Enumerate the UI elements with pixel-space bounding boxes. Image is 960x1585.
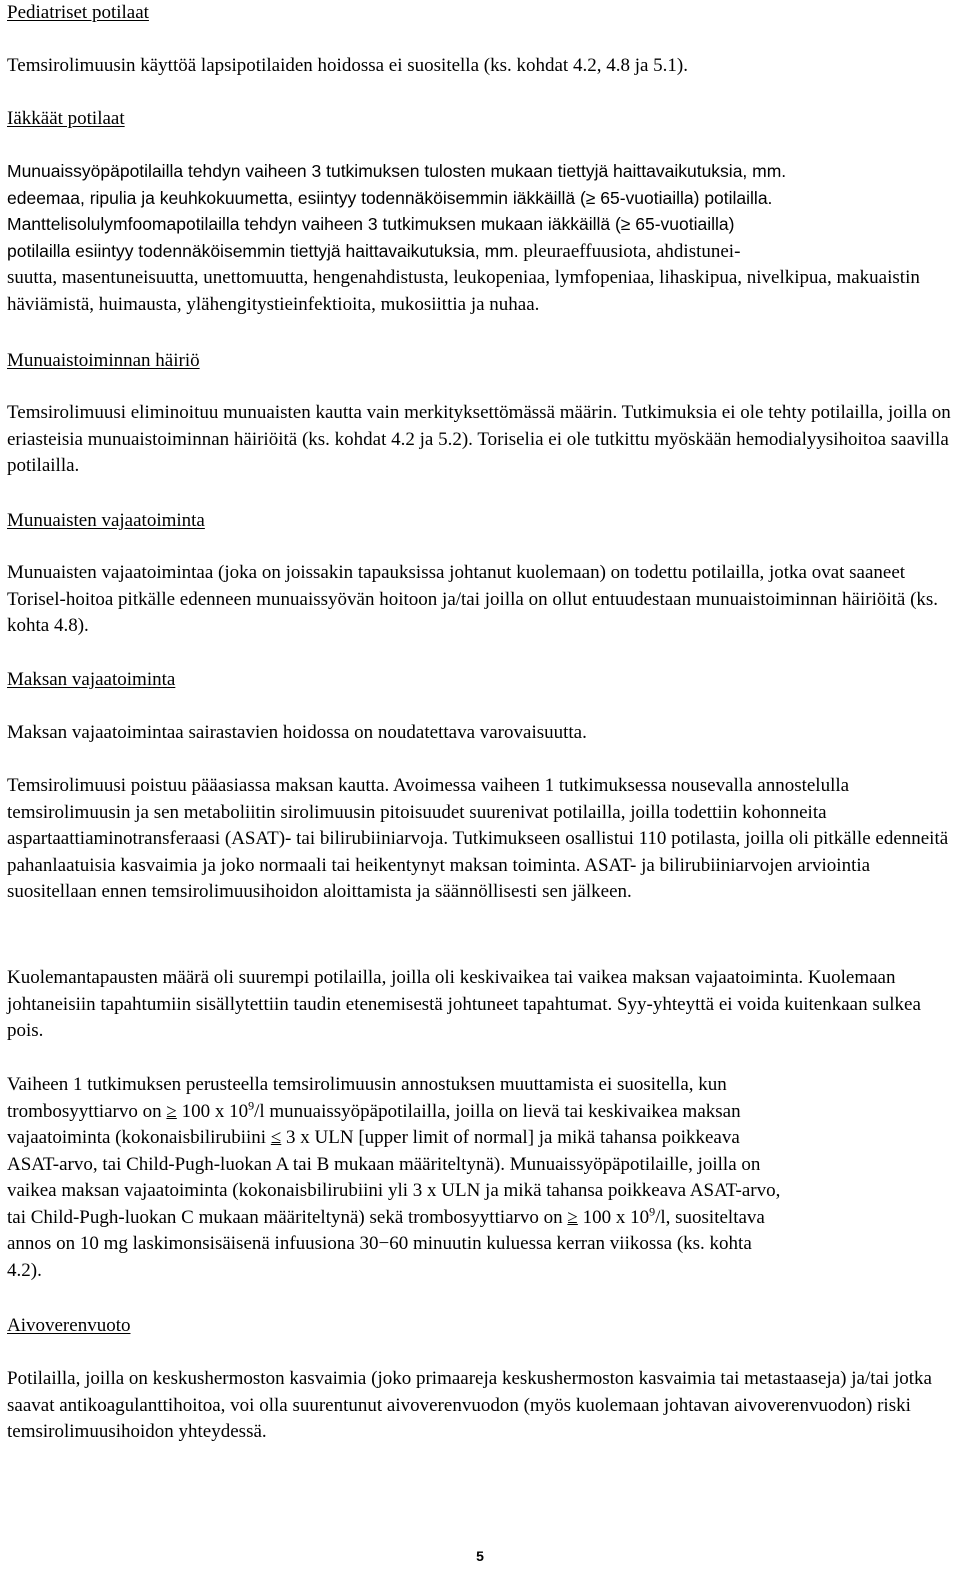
- elderly-rest: suutta, masentuneisuutta, unettomuutta, hengenahdistusta, leukopeniaa, lymfopeniaa, lihaskipua, nivelkipua, makuaistin häviämistä, huimausta, ylähengitystieinfektioita, mukosiittia ja nuhaa.: [7, 267, 920, 315]
- hepatic-p4-line-6b: 100 x 10: [577, 1206, 650, 1228]
- hepatic-p4-line-1: Vaiheen 1 tutkimuksen perusteella temsirolimuusin annostuksen muuttamista ei suositella, kun: [7, 1074, 727, 1095]
- exponent: 9: [649, 1204, 656, 1219]
- greater-equal-symbol: ≥: [166, 1100, 177, 1122]
- elderly-line-3: Manttelisolulymfoomapotilailla tehdyn vaiheen 3 tutkimuksen mukaan iäkkäillä (≥ 65-vuotiailla): [7, 214, 735, 234]
- less-equal-symbol: ≤: [270, 1127, 282, 1148]
- exponent: 9: [248, 1098, 255, 1113]
- renal-impairment-text: Temsirolimuusi eliminoituu munuaisten kautta vain merkityksettömässä määrin. Tutkimuksia ei ole tehty potilailla, joilla on eriasteisia munuaistoiminnan häiriöitä (ks. kohdat 4.2 ja 5.2). Toriselia ei ole tutkittu myöskään hemodialyysihoitoa saavilla potilailla.: [7, 402, 951, 476]
- elderly-line-4b: pleuraeffuusiota, ahdistunei-: [518, 240, 741, 262]
- hepatic-p4-line-2: [7, 1099, 957, 1126]
- hepatic-p2: Temsirolimuusi poistuu pääasiassa maksan kautta. Avoimessa vaiheen 1 tutkimuksessa nousevalla annostelulla temsirolimuusin ja sen metaboliitin sirolimuusin pitoisuudet suurenivat potilailla, joilla todettiin kohonneita aspartaattiaminotransferaasi (ASAT)- tai bilirubiiniarvoja. Tutkimukseen osallistui 110 potilasta, joilla oli pitkälle edenneitä pahanlaatuisia kasvaimia ja joko normaali tai heikentynyt maksan toiminta. ASAT- ja bilirubiiniarvojen arviointia suositellaan ennen temsirolimuusihoidon aloittamista ja säännöllisesti sen jälkeen.: [7, 775, 949, 902]
- hepatic-p4-line-2a: trombosyyttiarvo on: [7, 1100, 167, 1122]
- hepatic-p4-line-6c: /l, suositeltava: [655, 1206, 765, 1228]
- hepatic-p4-line-2b: 100 x 10: [176, 1100, 249, 1122]
- hepatic-p4-line-4: ASAT-arvo, tai Child-Pugh-luokan A tai B mukaan määriteltynä). Munuaissyöpäpotilaille, joilla on: [7, 1153, 761, 1175]
- hepatic-p4-line-2c: /l munuaissyöpäpotilailla, joilla on lievä tai keskivaikea maksan: [254, 1100, 741, 1122]
- cerebral-text: Potilailla, joilla on keskushermoston kasvaimia (joko primaareja keskushermoston kasvaimia tai metastaaseja) ja/tai jotka saavat antikoagulanttihoitoa, voi olla suurentunut aivoverenvuodon (myös kuolemaan johtavan aivoverenvuodon) riski temsirolimuusihoidon yhteydessä.: [7, 1368, 932, 1442]
- elderly-text: [7, 158, 957, 318]
- elderly-line-1: Munuaissyöpäpotilailla tehdyn vaiheen 3 tutkimuksen tulosten mukaan tiettyjä haittavaikutuksia, mm.: [7, 161, 787, 181]
- hepatic-p4-line-5: vaikea maksan vajaatoiminta (kokonaisbilirubiini yli 3 x ULN ja mikä tahansa poikkeava ASAT-arvo,: [7, 1180, 781, 1201]
- hepatic-p4-line-3a: vajaatoiminta (kokonaisbilirubiini: [7, 1127, 271, 1148]
- page-number: 5: [476, 1548, 484, 1564]
- heading-cerebral: Aivoverenvuoto: [7, 1315, 131, 1336]
- elderly-line-4a: potilailla esiintyy todennäköisemmin tiettyjä haittavaikutuksia, mm.: [7, 240, 519, 261]
- hepatic-p4-line-6a: tai Child-Pugh-luokan C mukaan määriteltynä) sekä trombosyyttiarvo on: [7, 1206, 568, 1228]
- greater-equal-symbol: ≥: [567, 1206, 578, 1228]
- hepatic-p1: Maksan vajaatoimintaa sairastavien hoidossa on noudatettava varovaisuutta.: [7, 722, 587, 743]
- renal-failure-text: Munuaisten vajaatoimintaa (joka on joissakin tapauksissa johtanut kuolemaan) on todettu potilailla, jotka ovat saaneet Torisel-hoitoa pitkälle edenneen munuaissyövän hoitoon ja/tai joilla on ollut entuudestaan munuaistoiminnan häiriöitä (ks. kohta 4.8).: [7, 562, 939, 636]
- heading-elderly: Iäkkäät potilaat: [7, 108, 125, 129]
- hepatic-p4: [7, 1072, 957, 1284]
- hepatic-p4-line-3: [7, 1125, 957, 1152]
- heading-hepatic: Maksan vajaatoiminta: [7, 669, 176, 690]
- elderly-line-2: edeemaa, ripulia ja keuhkokuumetta, esiintyy todennäköisemmin iäkkäillä (≥ 65-vuotiailla) potilailla.: [7, 187, 773, 208]
- hepatic-p4-line-3b: 3 x ULN [upper limit of normal] ja mikä tahansa poikkeava: [281, 1127, 740, 1148]
- heading-pediatric: Pediatriset potilaat: [7, 2, 149, 23]
- heading-renal-impairment: Munuaistoiminnan häiriö: [7, 350, 200, 371]
- pediatric-text: Temsirolimuusin käyttöä lapsipotilaiden hoidossa ei suositella (ks. kohdat 4.2, 4.8 ja 5.1).: [7, 55, 688, 76]
- hepatic-p4-line-8: 4.2).: [7, 1259, 42, 1281]
- elderly-line-4: [7, 238, 957, 266]
- hepatic-p3: Kuolemantapausten määrä oli suurempi potilailla, joilla oli keskivaikea tai vaikea maksan vajaatoiminta. Kuolemaan johtaneisiin tapahtumiin sisällytettiin taudin etenemisestä johtuneet tapahtumat. Syy-yhteyttä ei voida kuitenkaan sulkea pois.: [7, 967, 921, 1041]
- heading-renal-failure: Munuaisten vajaatoiminta: [7, 510, 205, 531]
- hepatic-p4-line-6: [7, 1205, 957, 1232]
- hepatic-p4-line-7: annos on 10 mg laskimonsisäisenä infuusiona 30−60 minuutin kuluessa kerran viikossa (ks. kohta: [7, 1233, 752, 1254]
